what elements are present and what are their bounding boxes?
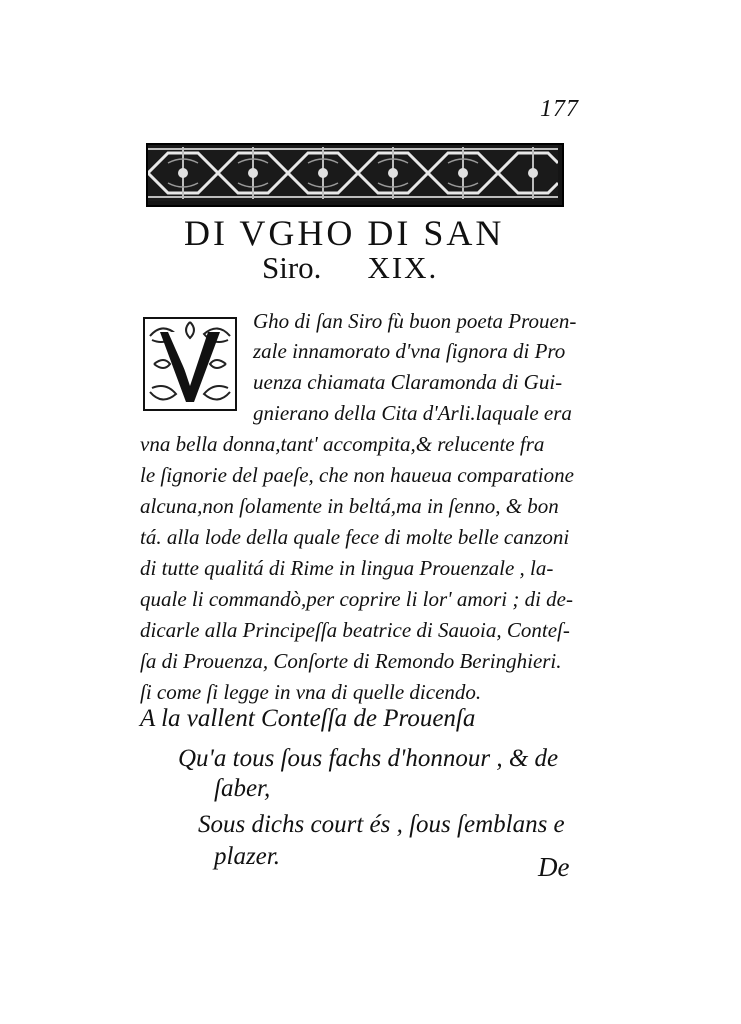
prose-line: gnierano della Cita d'Arli.laquale era xyxy=(253,401,572,425)
page-number: 177 xyxy=(540,96,579,122)
chapter-heading-line2 xyxy=(262,250,438,286)
decorated-initial xyxy=(142,316,238,412)
chapter-heading-name: Siro. xyxy=(262,250,322,285)
verse-line: plazer. xyxy=(214,843,280,870)
prose-line: Gho di ſan Siro fù buon poeta Prouen- xyxy=(253,309,577,333)
verse-line: Qu'a tous ſous fachs d'honnour , & de xyxy=(178,745,559,772)
prose-line: di tutte qualitá di Rime in lingua Prouenzale , la- xyxy=(140,556,554,580)
chapter-heading-line1: DI VGHO DI SAN xyxy=(184,213,505,253)
prose-line: uenza chiamata Claramonda di Gui- xyxy=(253,370,563,394)
verse-line: A la vallent Conteſſa de Prouenſa xyxy=(140,705,476,732)
verse-line: ſaber, xyxy=(214,775,271,802)
prose-line: dicarle alla Principeſſa beatrice di Sauoia, Conteſ- xyxy=(140,618,570,642)
chapter-number: XIX. xyxy=(367,250,439,285)
decorative-headpiece xyxy=(146,143,564,207)
prose-line: alcuna,non ſolamente in beltá,ma in ſenno, & bon xyxy=(140,494,559,518)
initial-letter: V xyxy=(189,410,191,411)
verse-line: Sous dichs court és , ſous ſemblans e xyxy=(198,811,565,838)
prose-line: le ſignorie del paeſe, che non haueua comparatione xyxy=(140,463,574,487)
prose-line: tá. alla lode della quale fece di molte belle canzoni xyxy=(140,525,570,549)
prose-line: quale li commandò,per coprire li lor' amori ; di de- xyxy=(140,587,573,611)
prose-line: vna bella donna,tant' accompita,& relucente fra xyxy=(140,432,545,456)
catchword: De xyxy=(538,852,570,882)
prose-line: ſa di Prouenza, Conſorte di Remondo Beringhieri. xyxy=(140,649,562,673)
prose-line: ſi come ſi legge in vna di quelle dicendo. xyxy=(140,680,482,704)
prose-line: zale innamorato d'vna ſignora di Pro xyxy=(253,339,566,363)
